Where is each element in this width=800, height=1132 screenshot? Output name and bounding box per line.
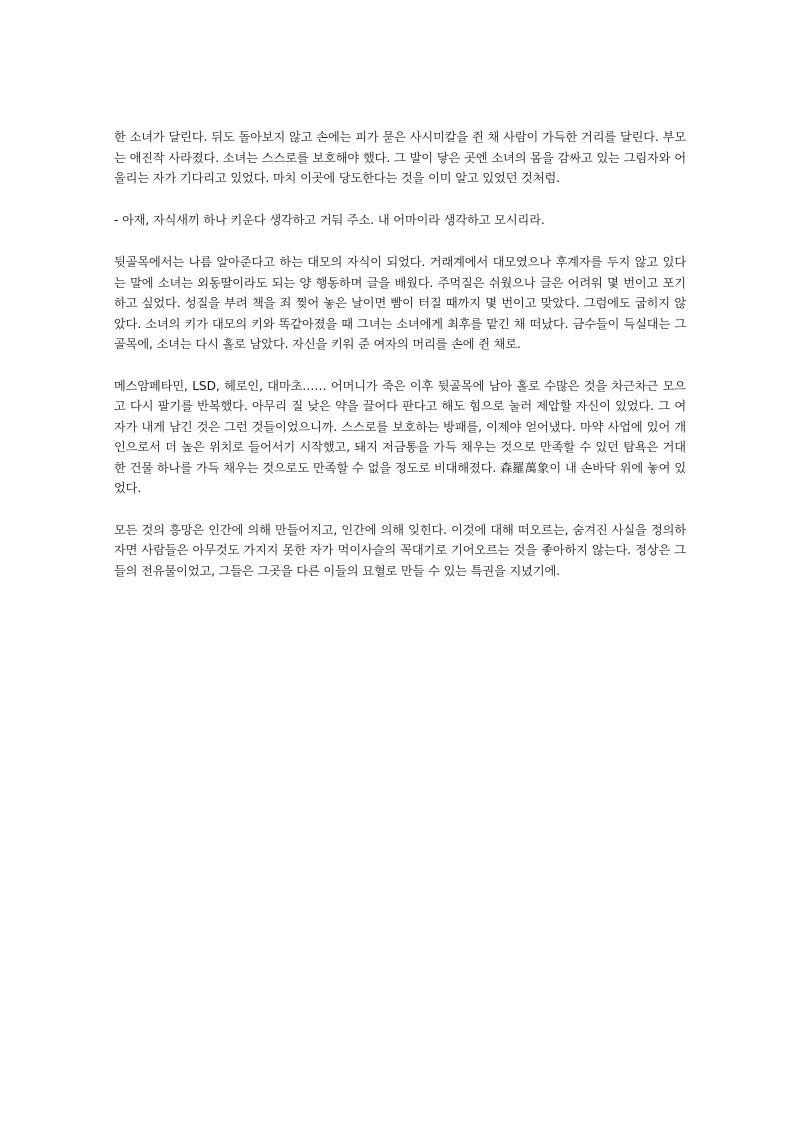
document-body: [114, 127, 686, 602]
paragraph-5: 모든 것의 흥망은 인간에 의해 만들어지고, 인간에 의해 잊힌다. 이것에 대해 떠오르는, 숨겨진 사실을 정의하자면 사람들은 아무것도 가지지 못한 자가 먹이사슬의 꼭대기로 기어오르는 것을 좋아하지 않는다. 정상은 그들의 전유물이었고, 그들은 그곳을 다른 이들의 묘혈로 만들 수 있는 특권을 지녔기에.: [114, 522, 686, 578]
paragraph-1: 한 소녀가 달린다. 뒤도 돌아보지 않고 손에는 피가 묻은 사시미칼을 쥔 채 사람이 가득한 거리를 달린다. 부모는 애진작 사라졌다. 소녀는 스스로를 보호해야 했다. 그 발이 닿은 곳엔 소녀의 몸을 감싸고 있는 그림자와 어울리는 자가 기다리고 있었다. 마치 이곳에 당도한다는 것을 이미 알고 있었던 것처럼.: [114, 130, 686, 185]
paragraph-4: 메스암페타민, LSD, 헤로인, 대마초…… 어머니가 죽은 이후 뒷골목에 남아 홀로 수많은 것을 차근차근 모으고 다시 팔기를 반복했다. 아무리 질 낮은 약을 끌어다 판다고 해도 힘으로 눌러 제압할 자신이 있었다. 그 여자가 내게 남긴 것은 그런 것들이었으니까. 스스로를 보호하는 방패를, 이제야 얻어냈다. 마약 사업에 있어 개인으로서 더 높은 위치로 들어서기 시작했고, 돼지 저금통을 가득 채우는 것으로 만족할 수 있던 탐욕은 거대한 건물 하나를 가득 채우는 것으로도 만족할 수 없을 정도로 비대해졌다. 森羅萬象이 내 손바닥 위에 놓여 있었다.: [114, 378, 686, 495]
paragraph-dialogue: - 아재, 자식새끼 하나 키운다 생각하고 거둬 주소. 내 어마이라 생각하고 모시리라.: [114, 212, 545, 227]
paragraph-3: 뒷골목에서는 나름 알아준다고 하는 대모의 자식이 되었다. 거래계에서 대모였으나 후계자를 두지 않고 있다는 말에 소녀는 외동딸이라도 되는 양 행동하며 글을 배웠다. 주먹질은 쉬웠으나 글은 어려워 몇 번이고 포기하고 싶었다. 성질을 부려 책을 죄 찢어 놓은 날이면 빰이 터질 때까지 몇 번이고 맞았다. 그럼에도 굽히지 않았다. 소녀의 키가 대모의 키와 똑같아졌을 때 그녀는 소녀에게 최후를 맡긴 채 떠났다. 금수들이 득실대는 그 골목에, 소녀는 다시 홀로 남았다. 자신을 키워 준 여자의 머리를 손에 쥔 채로.: [114, 255, 686, 351]
